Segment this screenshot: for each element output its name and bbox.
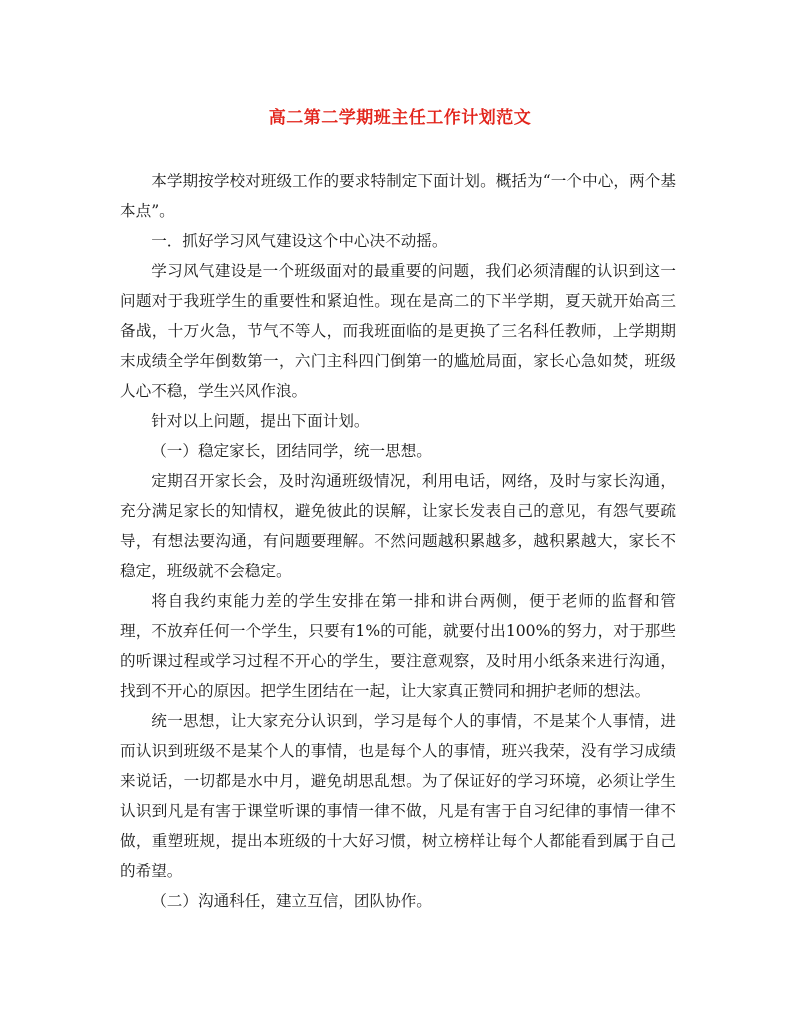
section-heading-1: 一．抓好学习风气建设这个中心决不动摇。 xyxy=(151,232,448,250)
body-paragraph: 学习风气建设是一个班级面对的最重要的问题，我们必须清醒的认识到这一问题对于我班学生的重要性和紧迫性。现在是高二的下半学期，夏天就开始高三备战，十万火急，节气不等人，而我班面临的是更换了三名科任教师，上学期期末成绩全学年倒数第一，六门主科四门倒第一的尴尬局面，家长心急如焚，班级人心不稳，学生兴风作浪。 xyxy=(120,262,676,400)
body-paragraph: 定期召开家长会，及时沟通班级情况，利用电话，网络，及时与家长沟通，充分满足家长的知情权，避免彼此的误解，让家长发表自己的意见，有怨气要疏导，有想法要沟通，有问题要理解。不然问题越积累越多，越积累越大，家长不稳定，班级就不会稳定。 xyxy=(120,472,676,580)
subheading-2: （二）沟通科任，建立互信，团队协作。 xyxy=(151,892,432,910)
document-title: 高二第二学期班主任工作计划范文 xyxy=(268,108,532,128)
body-paragraph: 统一思想，让大家充分认识到，学习是每个人的事情，不是某个人事情，进而认识到班级不是某个人的事情，也是每个人的事情，班兴我荣，没有学习成绩来说话，一切都是水中月，避免胡思乱想。为了保证好的学习环境，必须让学生认识到凡是有害于课堂听课的事情一律不做，凡是有害于自习纪律的事情一律不做，重塑班规，提出本班级的十大好习惯，树立榜样让每个人都能看到属于自己的希望。 xyxy=(120,712,676,880)
body-paragraph: 将自我约束能力差的学生安排在第一排和讲台两侧，便于老师的监督和管理，不放弃任何一个学生，只要有1%的可能，就要付出100%的努力，对于那些的听课过程或学习过程不开心的学生，要注意观察，及时用小纸条来进行沟通，找到不开心的原因。把学生团结在一起，让大家真正赞同和拥护老师的想法。 xyxy=(120,592,676,700)
subheading-1: （一）稳定家长，团结同学，统一思想。 xyxy=(151,442,432,460)
intro-paragraph: 本学期按学校对班级工作的要求特制定下面计划。概括为“一个中心，两个基本点”。 xyxy=(120,172,676,220)
document-body xyxy=(120,166,676,916)
body-paragraph: 针对以上问题，提出下面计划。 xyxy=(151,412,370,430)
